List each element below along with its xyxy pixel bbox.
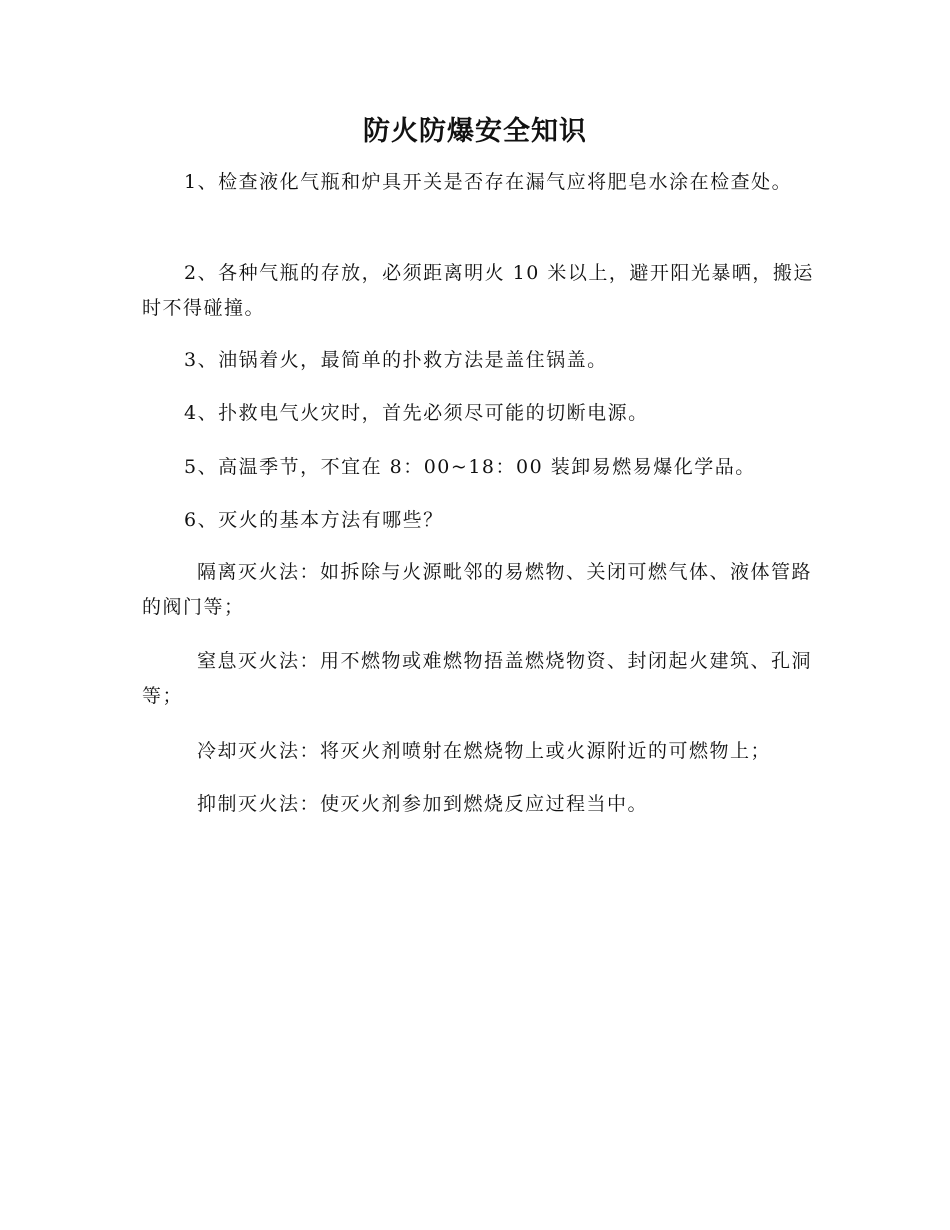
paragraph-cooling: 冷却灭火法：将灭火剂喷射在燃烧物上或火源附近的可燃物上； [197, 740, 772, 762]
paragraph-6: 6、灭火的基本方法有哪些？ [184, 509, 444, 531]
paragraph-inhibition: 抑制灭火法：使灭火剂参加到燃烧反应过程当中。 [197, 793, 649, 815]
page-title: 防火防爆安全知识 [363, 116, 587, 147]
paragraph-isolation: 隔离灭火法：如拆除与火源毗邻的易燃物、关闭可燃气体、液体管路的阀门等； [142, 561, 813, 618]
paragraph-4: 4、扑救电气火灾时，首先必须尽可能的切断电源。 [184, 402, 649, 424]
paragraph-1: 1、检查液化气瓶和炉具开关是否存在漏气应将肥皂水涂在检查处。 [184, 171, 793, 193]
paragraph-2: 2、各种气瓶的存放，必须距离明火 10 米以上，避开阳光暴晒，搬运时不得碰撞。 [142, 262, 814, 319]
paragraph-5: 5、高温季节，不宜在 8：00~18：00 装卸易燃易爆化学品。 [184, 456, 756, 478]
paragraph-3: 3、油锅着火，最简单的扑救方法是盖住锅盖。 [184, 349, 608, 371]
paragraph-smothering: 窒息灭火法：用不燃物或难燃物捂盖燃烧物资、封闭起火建筑、孔洞等； [142, 650, 813, 707]
